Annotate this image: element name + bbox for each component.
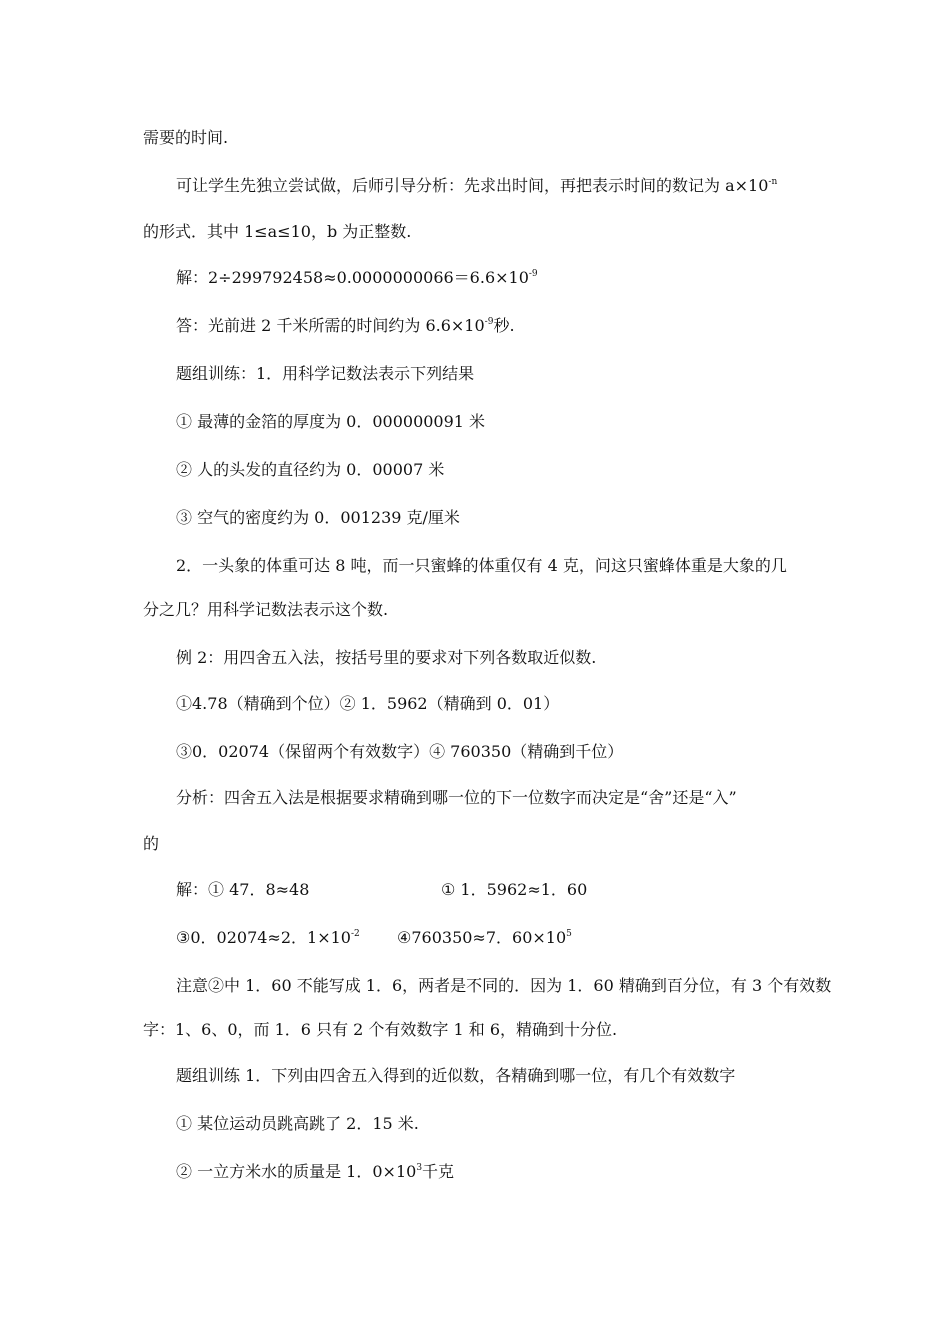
text: ③0．02074（保留两个有效数字）④ 760350（精确到千位） (176, 742, 624, 761)
text: 千克 (422, 1162, 455, 1181)
text: ④760350≈7．60×10 (397, 928, 567, 947)
superscript: 3 (416, 1163, 423, 1173)
text: 题组训练：1．用科学记数法表示下列结果 (176, 364, 475, 383)
paragraph-line (176, 412, 485, 432)
solution-line (441, 880, 587, 900)
paragraph-line (143, 128, 228, 148)
text: 题组训练 1．下列由四舍五入得到的近似数，各精确到哪一位，有几个有效数字 (176, 1066, 736, 1085)
text: ② 一立方米水的质量是 1．0×10 (176, 1162, 417, 1181)
text: ③ 空气的密度约为 0．001239 克/厘米 (176, 508, 460, 527)
paragraph-line (176, 1162, 454, 1182)
paragraph-line (176, 742, 623, 762)
text: ① 某位运动员跳高跳了 2．15 米. (176, 1114, 419, 1133)
text: ② 人的头发的直径约为 0．00007 米 (176, 460, 445, 479)
text: 2．一头象的体重可达 8 吨，而一只蜜蜂的体重仅有 4 克，问这只蜜蜂体重是大象的几 (176, 556, 787, 575)
paragraph-line (176, 1066, 735, 1086)
solution-line (176, 928, 360, 948)
text: 需要的时间. (143, 128, 229, 147)
text: ①4.78（精确到个位）② 1．5962（精确到 0．01） (176, 694, 560, 713)
paragraph-line (176, 176, 777, 196)
paragraph-line (176, 460, 444, 480)
paragraph-line (143, 600, 388, 620)
paragraph-line (143, 1020, 617, 1040)
solution-line (397, 928, 572, 948)
text: ③0．02074≈2．1×10 (176, 928, 351, 947)
superscript: 5 (566, 929, 572, 939)
text: 解：2÷299792458≈0.0000000066＝6.6×10 (176, 268, 529, 287)
paragraph-line (143, 222, 411, 242)
text: 的形式．其中 1≤a≤10，b 为正整数. (143, 222, 412, 241)
text: 的 (143, 834, 160, 853)
paragraph-line (176, 508, 460, 528)
text: ① 1．5962≈1．60 (441, 880, 588, 899)
paragraph-line (143, 834, 159, 854)
paragraph-line (176, 316, 515, 336)
paragraph-line (176, 976, 831, 996)
paragraph-line (176, 648, 596, 668)
paragraph-line (176, 788, 737, 808)
text: 秒. (493, 316, 515, 335)
paragraph-line (176, 556, 787, 576)
paragraph-line (176, 268, 538, 288)
text: 解：① 47．8≈48 (176, 880, 310, 899)
text: ① 最薄的金箔的厚度为 0．000000091 米 (176, 412, 486, 431)
paragraph-line (176, 364, 474, 384)
text: 注意②中 1．60 不能写成 1．6，两者是不同的．因为 1．60 精确到百分位，有 3 个有效数 (176, 976, 832, 995)
superscript: -n (768, 177, 778, 187)
text: 例 2：用四舍五入法，按括号里的要求对下列各数取近似数. (176, 648, 597, 667)
superscript: -9 (528, 269, 538, 279)
text: 分之几？用科学记数法表示这个数. (143, 600, 389, 619)
superscript: -9 (484, 317, 494, 327)
superscript: -2 (350, 929, 360, 939)
paragraph-line (176, 694, 559, 714)
text: 可让学生先独立尝试做，后师引导分析：先求出时间，再把表示时间的数记为 a×10 (176, 176, 769, 195)
text: 字：1、6、0，而 1．6 只有 2 个有效数字 1 和 6，精确到十分位. (143, 1020, 618, 1039)
text: 答：光前进 2 千米所需的时间约为 6.6×10 (176, 316, 485, 335)
paragraph-line (176, 1114, 419, 1134)
text: 分析：四舍五入法是根据要求精确到哪一位的下一位数字而决定是“舍”还是“入” (176, 788, 737, 807)
solution-line (176, 880, 309, 900)
